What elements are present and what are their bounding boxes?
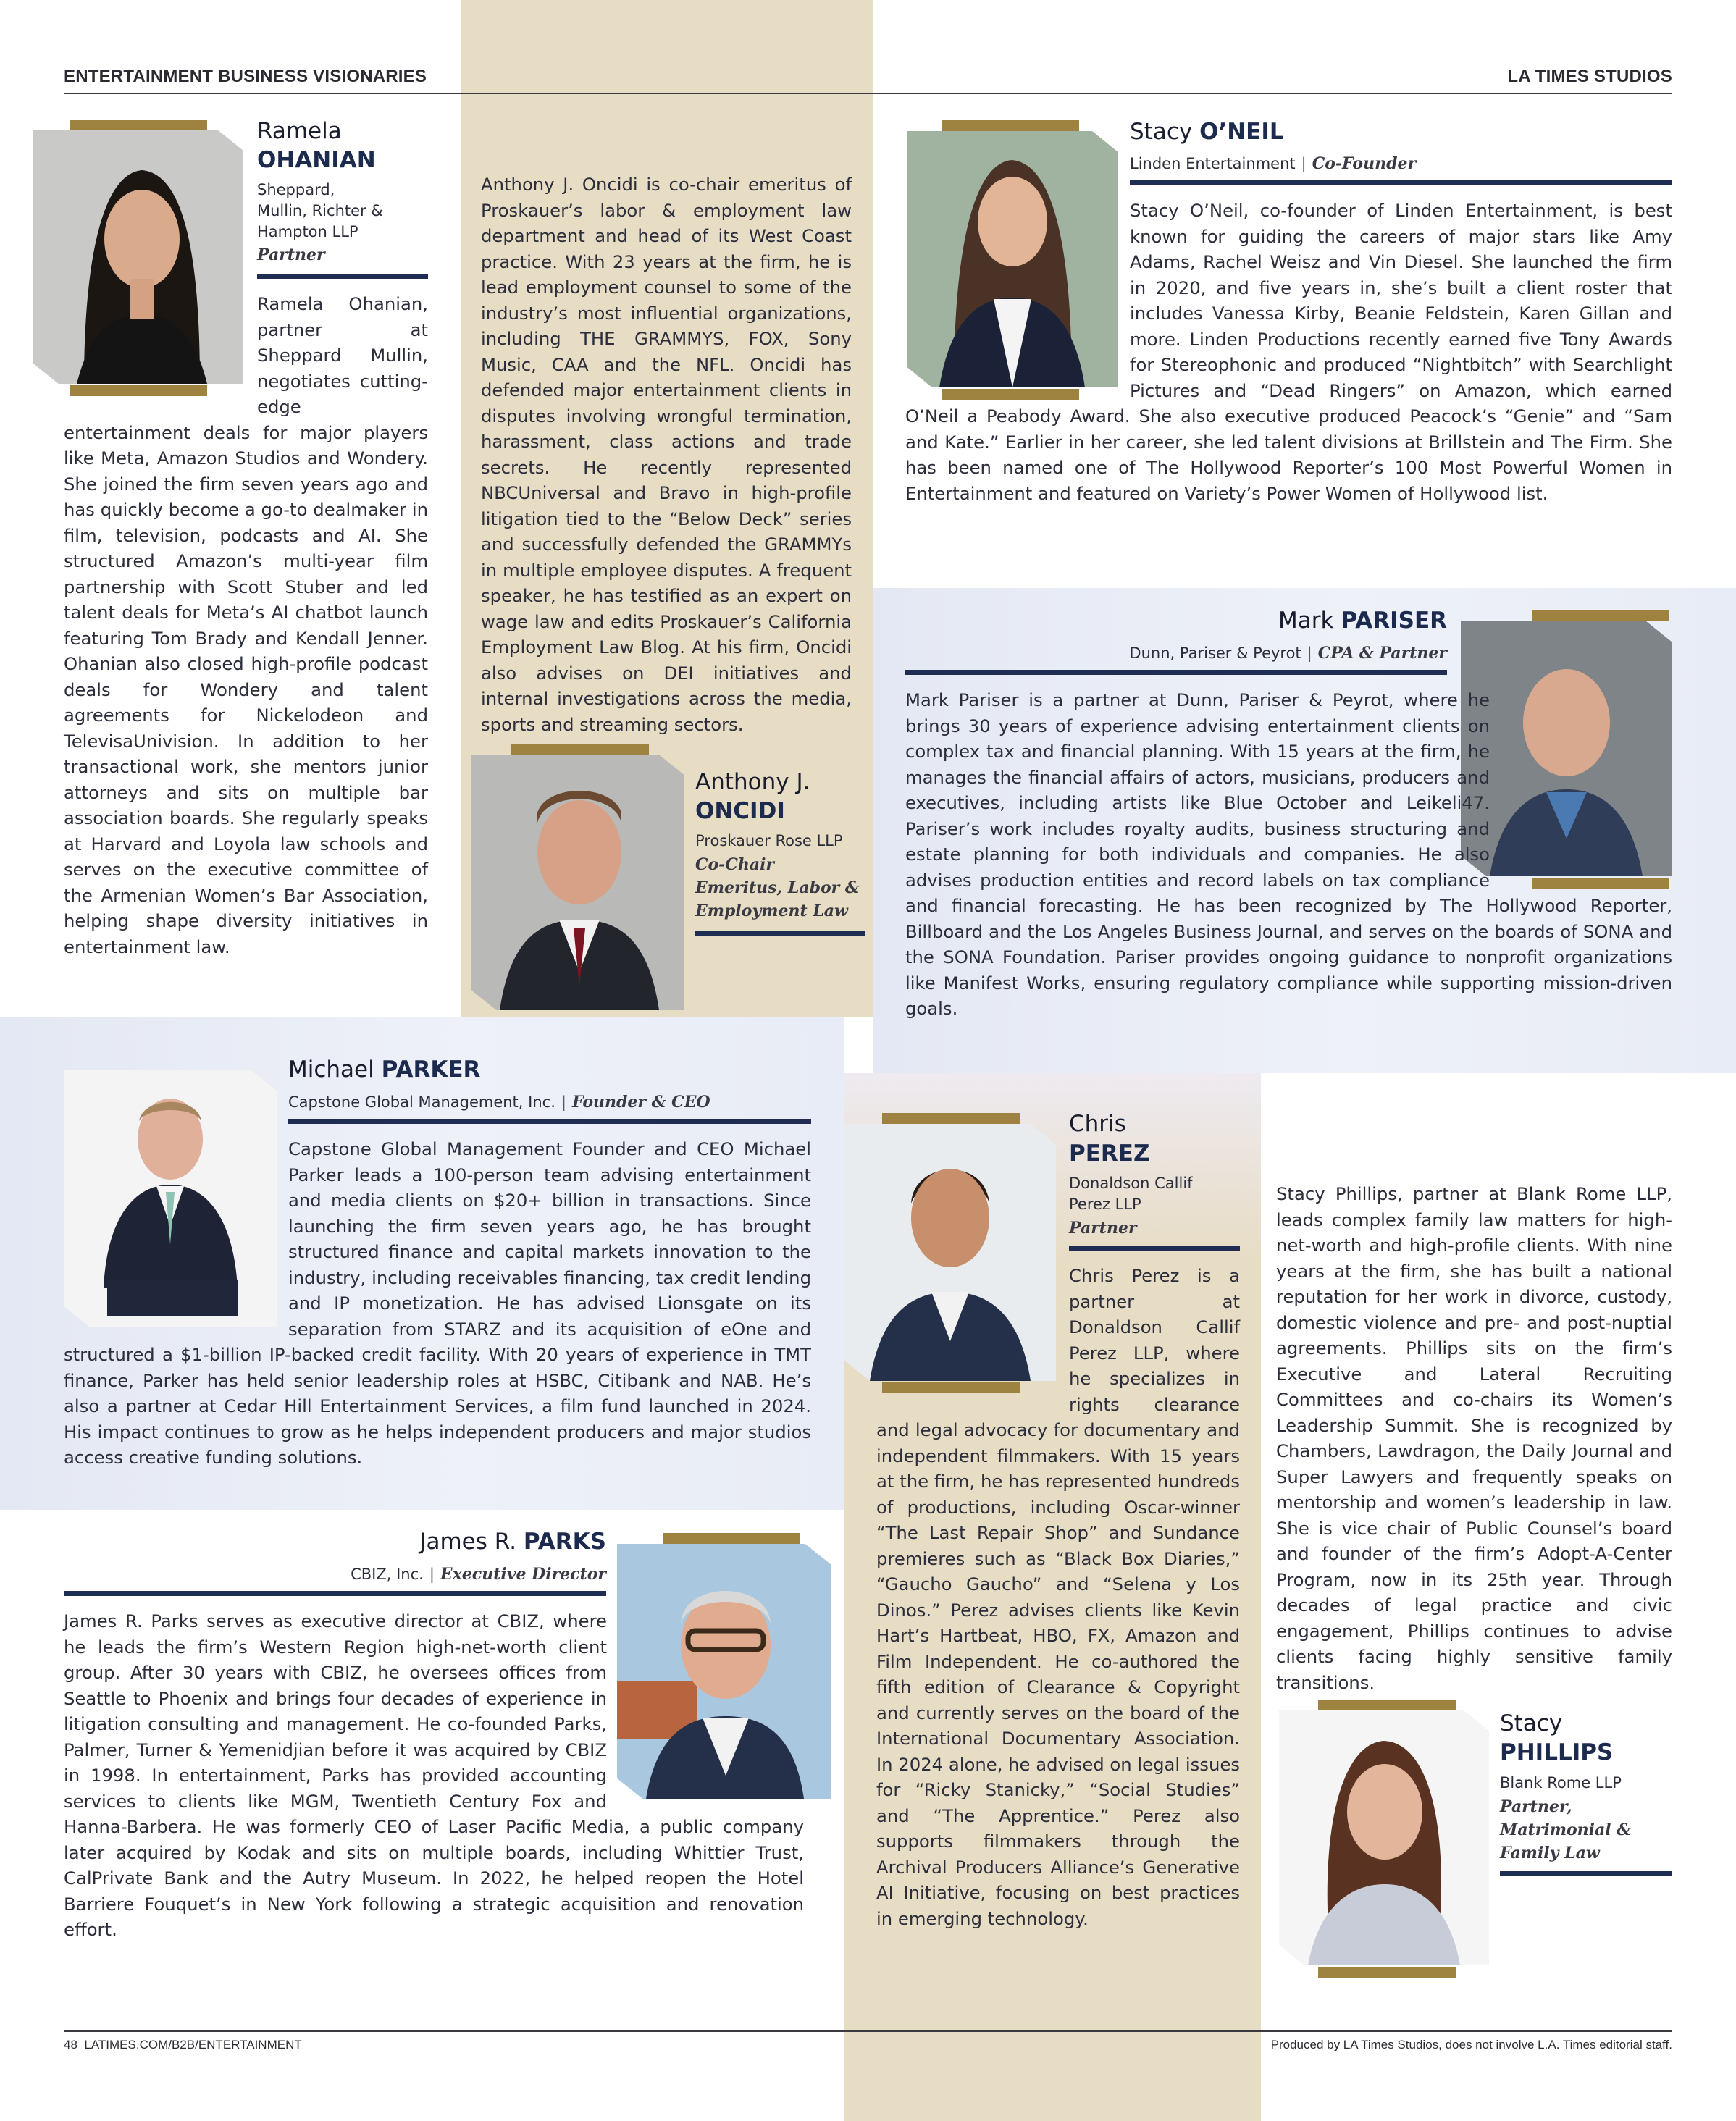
oneil-first-name: Stacy xyxy=(1130,119,1193,145)
photo-accent-top xyxy=(942,120,1079,131)
oncidi-first-name: Anthony J. xyxy=(695,769,810,795)
footer-rule xyxy=(64,2030,1672,2032)
perez-rule xyxy=(1069,1246,1240,1251)
brand-label: LA TIMES STUDIOS xyxy=(1507,67,1672,86)
oneil-name xyxy=(1130,118,1284,146)
oncidi-firm: Proskauer Rose LLP xyxy=(695,832,843,849)
parker-first-name: Michael xyxy=(288,1057,374,1083)
phillips-bio: Stacy Phillips, partner at Blank Rome LLP, leads complex family law matters for high-net-worth and high-profile clients. With nine years at the firm, she has built a national reputation for her work in divorce, custody, domestic violence and pre- and post-nuptial agreements. Phillips sits on the firm’s Executive and Lateral Recruiting Committees and co-chairs its Women’s Leadership Summit. She is recognized by Chambers, Lawdragon, the Daily Journal and Super Lawyers and frequently speaks on mentorship and women’s leadership in law. She is vice chair of Public Counsel’s board and founder of the firm’s Adopt-A-Center Program, now in its 25th year. Through decades of legal practice and civic engagement, Phillips continues to advise clients facing highly sensitive family transitions. xyxy=(1276,1183,1672,1693)
parks-firm-line: CBIZ, Inc. | Executive Director xyxy=(351,1565,606,1584)
parks-rule xyxy=(64,1591,606,1596)
photo-accent-top xyxy=(1318,1700,1456,1710)
perez-firm: Donaldson Callif Perez LLP xyxy=(1069,1175,1193,1213)
ohanian-rule xyxy=(257,274,428,279)
oneil-firm: Linden Entertainment xyxy=(1130,155,1296,172)
phillips-portrait xyxy=(1279,1710,1489,1965)
oneil-firm-line: Linden Entertainment | Co-Founder xyxy=(1130,154,1417,173)
ohanian-firm: Sheppard, Mullin, Richter & Hampton LLP xyxy=(257,181,383,240)
phillips-firm: Blank Rome LLP xyxy=(1500,1774,1622,1792)
oneil-last-name: O’NEIL xyxy=(1199,119,1284,145)
parker-name xyxy=(288,1056,480,1084)
parks-last-name: PARKS xyxy=(523,1529,606,1555)
parker-last-name: PARKER xyxy=(381,1057,481,1083)
perez-bio-text: Chris Perez is a partner at Donaldson Callif Perez LLP, where he specializes in rights clearance and legal advocacy for documentary and independent filmmakers. With 15 years at the firm, he has represented hundreds of productions, including Oscar-winner “The Last Repair Shop” and Sundance premieres such as “Black Box Diaries,” “Gaucho Gaucho” and “Selena y Los Dinos.” Perez advises clients like Kevin Hart’s Hartbeat, HBO, FX, Amazon and Film Independent. He co-authored the fifth edition of Clearance & Copyright and currently serves on the board of the International Documentary Association. In 2024 alone, he advised on legal issues for “Ricky Stanicky,” “Social Studies” and “The Apprentice.” Perez also supports filmmakers through the Archival Producers Alliance’s Generative AI Initiative, focusing on best practices in emerging technology. xyxy=(876,1265,1240,1929)
perez-bio xyxy=(876,1263,1240,1931)
ohanian-bio xyxy=(64,291,428,959)
parks-bio xyxy=(64,1608,804,1943)
pariser-rule xyxy=(905,670,1447,675)
phillips-rule xyxy=(1500,1871,1672,1876)
oncidi-last-name: ONCIDI xyxy=(695,798,785,824)
parks-firm: CBIZ, Inc. xyxy=(351,1566,424,1583)
oneil-bio xyxy=(905,198,1672,506)
oncidi-title: Co-Chair Emeritus, Labor & Employment Law xyxy=(695,855,860,920)
phillips-title: Partner, Matrimonial & Family Law xyxy=(1500,1797,1632,1862)
parker-bio xyxy=(64,1136,811,1471)
pariser-firm-line: Dunn, Pariser & Peyrot | CPA & Partner xyxy=(1129,644,1447,663)
parker-firm-line: Capstone Global Management, Inc. | Founder & CEO xyxy=(288,1093,710,1112)
footer-left xyxy=(64,2038,302,2052)
photo-accent-top xyxy=(1532,610,1669,621)
oneil-title: Co-Founder xyxy=(1312,154,1417,173)
ohanian-last-name: OHANIAN xyxy=(257,147,376,173)
pariser-last-name: PARISER xyxy=(1341,608,1447,634)
photo-accent-bottom xyxy=(1318,1967,1456,1978)
parker-firm: Capstone Global Management, Inc. xyxy=(288,1093,555,1111)
ohanian-bio-text: Ramela Ohanian, partner at Sheppard Mullin, negotiates cutting-edge entertainment deals for major players like Meta, Amazon Studios and Wondery. She joined the firm seven years ago and has quickly become a go-to dealmaker in film, television, podcasts and AI. She structured Amazon’s multi-year film partnership with Scott Stuber and led talent deals for Meta’s AI chatbot launch featuring Tom Brady and Kendall Jenner. Ohanian also closed high-profile podcast deals for Wondery and talent agreements for Nickelodeon and TelevisaUnivision. In addition to her transactional work, she mentors junior attorneys and sits on multiple bar association boards. She regularly speaks at Harvard and Loyola law schools and serves on the executive committee of the Armenian Women’s Bar Association, helping shape diversity initiatives in entertainment law. xyxy=(64,293,428,957)
photo-accent-top xyxy=(663,1533,800,1544)
pariser-bio xyxy=(905,687,1672,1022)
oncidi-rule xyxy=(695,931,865,936)
perez-last-name: PEREZ xyxy=(1069,1141,1150,1167)
oncidi-portrait xyxy=(471,755,684,1010)
parks-bio-text: James R. Parks serves as executive director at CBIZ, where he leads the firm’s Western Region high-net-worth client group. After 30 years with CBIZ, he oversees offices from Seattle to Phoenix and brings four decades of experience in litigation consulting and management. He co-founded Parks, Palmer, Turner & Yemenidjian before it was acquired by CBIZ in 1998. In entertainment, Parks has provided accounting services to clients like MGM, Twentieth Century Fox and Hanna-Barbera. He was formerly CEO of Laser Pacific Media, a public company later acquired by Kodak and sits on multiple boards, including Whittier Trust, CalPrivate Bank and the Autry Museum. In 2022, he helped reopen the Hotel Barriere Fouquet’s in New York following a strategic acquisition and renovation effort. xyxy=(64,1610,804,1940)
oncidi-bio: Anthony J. Oncidi is co-chair emeritus of Proskauer’s labor & employment law department and head of its West Coast practice. With 23 years at the firm, he is lead employment counsel to some of the industry’s most influential organizations, including THE GRAMMYS, FOX, Sony Music, CAA and the NFL. Oncidi has defended major entertainment clients in disputes involving wrongful termination, harassment, class actions and trade secrets. He recently represented NBCUniversal and Bravo in high-profile litigation tied to the “Below Deck” series and successfully defended the GRAMMYs in multiple employee disputes. A frequent speaker, he has testified as an expert on wage law and edits Proskauer’s California Employment Law Blog. At his firm, Oncidi also advises on DEI initiatives and internal investigations across the media, sports and streaming sectors. xyxy=(481,174,852,735)
photo-accent-top xyxy=(882,1113,1020,1124)
section-title: ENTERTAINMENT BUSINESS VISIONARIES xyxy=(64,67,427,86)
photo-accent-top xyxy=(70,120,207,131)
oneil-rule xyxy=(1130,180,1672,185)
pariser-first-name: Mark xyxy=(1278,608,1334,634)
page-number: 48 xyxy=(64,2038,77,2051)
perez-first-name: Chris xyxy=(1069,1111,1126,1137)
footer-disclaimer: Produced by LA Times Studios, does not involve L.A. Times editorial staff. xyxy=(1270,2038,1672,2051)
parker-rule xyxy=(288,1119,811,1124)
perez-title: Partner xyxy=(1069,1219,1137,1238)
pariser-name xyxy=(1278,607,1447,635)
photo-accent-top xyxy=(511,744,649,755)
parker-title: Founder & CEO xyxy=(571,1093,710,1112)
pariser-title: CPA & Partner xyxy=(1317,644,1447,663)
parker-bio-text: Capstone Global Management Founder and CEO Michael Parker leads a 100-person team advising entertainment and media clients on $20+ billion in transactions. Since launching the firm seven years ago, he has brought structured finance and capital markets innovation to the industry, including receivables financing, tax credit lending and IP monetization. He has advised Lionsgate on its separation from STARZ and its acquisition of eOne and structured a $1-billion IP-backed credit facility. With 20 years of experience in TMT finance, Parker has held senior leadership roles at HSBC, Citibank and NAB. He’s also a partner at Cedar Hill Entertainment Services, a film fund launched in 2024. His impact continues to grow as he helps independent producers and major studios access creative funding solutions. xyxy=(64,1138,811,1468)
header-rule xyxy=(64,93,1672,94)
oneil-bio-text: Stacy O’Neil, co-founder of Linden Entertainment, is best known for guiding the careers of major stars like Amy Adams, Rachel Weisz and Vin Diesel. She launched the firm in 2020, and five years in, she’s built a client roster that includes Vanessa Kirby, Beanie Feldstein, Karen Gillan and more. Linden Productions recently earned five Tony Awards for Stereophonic and produced “Nightbitch” with Searchlight Pictures and “Dead Ringers” on Amazon, which earned O’Neil a Peabody Award. She also executive produced Peacock’s “Genie” and “Sam and Kate.” Earlier in her career, she led talent divisions at Brillstein and The Firm. She has been named one of The Hollywood Reporter’s 100 Most Powerful Women in Entertainment and featured on Variety’s Power Women of Hollywood list. xyxy=(905,200,1672,504)
parks-first-name: James R. xyxy=(419,1529,517,1555)
phillips-first-name: Stacy xyxy=(1500,1710,1563,1736)
ohanian-title: Partner xyxy=(257,245,325,264)
footer-url[interactable]: LATIMES.COM/B2B/ENTERTAINMENT xyxy=(84,2038,302,2051)
parks-name xyxy=(419,1528,606,1556)
pariser-bio-text: Mark Pariser is a partner at Dunn, Pariser & Peyrot, where he brings 30 years of experience advising entertainment clients on complex tax and financial planning. With 15 years at the firm, he manages the financial affairs of actors, musicians, producers and executives, including artists like Blue October and Leikeli47. Pariser’s work includes royalty audits, business structuring and estate planning for both individuals and companies. He also advises production entities and record labels on tax compliance and financial forecasting. He has been recognized by The Hollywood Reporter, Billboard and the Los Angeles Business Journal, and serves on the boards of SONA and the SONA Foundation. Pariser provides ongoing guidance to nonprofit organizations like Manifest Works, ensuring regulatory compliance while supporting mission-driven goals. xyxy=(905,689,1672,1019)
pariser-firm: Dunn, Pariser & Peyrot xyxy=(1129,644,1301,662)
ohanian-first-name: Ramela xyxy=(257,118,342,144)
parks-title: Executive Director xyxy=(440,1565,606,1584)
phillips-last-name: PHILLIPS xyxy=(1500,1739,1614,1765)
